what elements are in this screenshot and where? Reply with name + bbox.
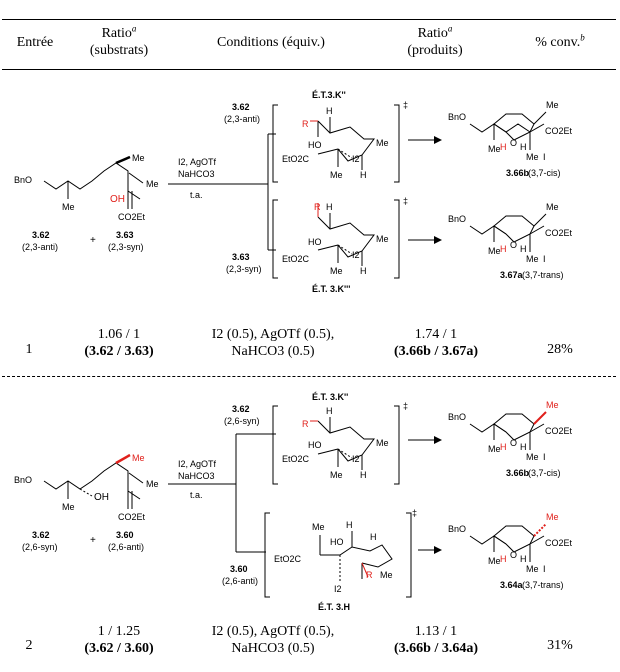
scheme-label: Me [376,438,389,448]
scheme-label: (2,6-syn) [22,542,58,552]
scheme-label: Me [488,444,501,454]
scheme-label: HO [330,537,344,547]
scheme-label: BnO [448,412,467,422]
scheme-label: Me [488,556,501,566]
scheme-label: 3.66b [506,468,530,478]
scheme-label: H [326,202,333,212]
scheme-label: I2 [352,154,360,164]
scheme-label: (2,6-anti) [108,542,145,552]
row1-ratio-substrates: 1.06 / 1 (3.62 / 3.63) [84,327,154,359]
header-conditions: Conditions (équiv.) [217,35,325,50]
scheme-label: H [500,142,507,152]
row2-ratio-substrates: 1 / 1.25 (3.62 / 3.60) [84,624,154,656]
scheme-label: H [346,520,353,530]
scheme-label: EtO2C [282,454,310,464]
scheme-label: Me [526,152,539,162]
scheme-label: NaHCO3 [178,471,215,481]
scheme-label: (2,3-syn) [108,242,144,252]
scheme-label: I [543,452,546,462]
scheme-label: H [360,170,367,180]
scheme-label: + [90,535,96,546]
scheme-label: 3.67a [500,270,523,280]
scheme-label: 3.62 [232,404,250,414]
scheme-label: Me [546,512,559,522]
header-conversion: % conv.$^b$ [535,32,585,50]
row2-ratio-products: 1.13 / 1 (3.66b / 3.64a) [394,624,478,656]
scheme-label: 3.63 [116,230,134,240]
scheme-label: Me [132,153,145,163]
scheme2-product-top-structure [470,414,544,450]
scheme-label: H [326,406,333,416]
row-separator [2,376,616,377]
row1-entry: 1 [25,342,33,357]
scheme-label: H [520,554,527,564]
scheme2-product-bottom-structure [470,526,544,562]
scheme-label: (2,3-syn) [226,264,262,274]
scheme-label: ‡ [412,508,418,518]
scheme-label: Me [312,522,325,532]
scheme-label: 3.63 [232,252,250,262]
scheme-label: I2 [352,454,360,464]
scheme-label: CO2Et [545,538,573,548]
scheme-label: I2, AgOTf [178,157,217,167]
scheme-label: t.a. [190,490,203,500]
scheme-label: ‡ [403,401,409,411]
scheme-label: Me [146,479,159,489]
scheme-label: I2 [334,584,342,594]
scheme-label: I [543,152,546,162]
row1-conversion: 28% [547,342,573,357]
scheme-label: I2 [352,250,360,260]
scheme-label: EtO2C [282,254,310,264]
scheme-label: CO2Et [545,426,573,436]
scheme-label: É.T. 3.K'' [312,392,349,402]
row2-conversion: 31% [547,638,573,653]
scheme-label: (3,7-trans) [522,270,564,280]
scheme-label: (2,3-anti) [22,242,59,252]
scheme-label: O [510,138,518,148]
scheme-label: BnO [448,524,467,534]
scheme-label: 3.62 [232,102,250,112]
scheme-label: É.T.3.K'' [312,90,346,100]
scheme-label: É.T. 3.H [318,602,351,612]
scheme-label: Me [526,452,539,462]
scheme-label: H [500,554,507,564]
scheme-label: ‡ [403,196,409,206]
scheme-label: ‡ [403,100,409,110]
scheme-label: 3.62 [32,230,50,240]
scheme-label: (3,7-cis) [528,168,561,178]
scheme-label: H [326,106,333,116]
scheme-label: R [302,419,309,429]
scheme-label: CO2Et [545,228,573,238]
scheme-label: (3,7-trans) [522,580,564,590]
scheme-label: 3.60 [116,530,134,540]
row1-ratio-products: 1.74 / 1 (3.66b / 3.67a) [394,327,478,359]
scheme-label: NaHCO3 [178,169,215,179]
scheme-label: HO [308,237,322,247]
scheme-label: O [510,438,518,448]
scheme-label: H [360,266,367,276]
scheme-label: Me [376,138,389,148]
scheme-label: I [543,254,546,264]
scheme-label: Me [62,502,75,512]
scheme-label: Me [330,470,343,480]
scheme-label: I2, AgOTf [178,459,217,469]
header-ratio-products: Ratio$^a$ (produits) [407,23,463,58]
scheme-label: O [510,550,518,560]
scheme-label: BnO [14,475,33,485]
header-entry: Entrée [16,35,54,50]
scheme-label: BnO [14,175,33,185]
scheme-label: H [500,244,507,254]
scheme-label: (2,6-anti) [222,576,259,586]
scheme-label: Me [526,564,539,574]
scheme-label: H [360,470,367,480]
scheme-label: OH [94,492,109,503]
scheme-label: Me [132,453,145,463]
scheme-label: H [500,442,507,452]
scheme-label: H [520,244,527,254]
scheme-label: H [520,142,527,152]
scheme1-product-bottom-structure [470,214,546,252]
scheme-label: CO2Et [118,212,146,222]
scheme-label: I [543,564,546,574]
scheme-label: EtO2C [274,554,302,564]
scheme-label: R [302,119,309,129]
scheme-label: (2,3-anti) [224,114,261,124]
scheme-label: Me [488,144,501,154]
scheme-label: OH [110,194,125,205]
scheme-label: Me [330,266,343,276]
scheme-label: CO2Et [118,512,146,522]
scheme-label: + [90,235,96,246]
scheme1-product-top-structure [470,112,546,150]
scheme-label: EtO2C [282,154,310,164]
scheme-label: (2,6-syn) [224,416,260,426]
scheme-label: BnO [448,214,467,224]
scheme1-ts-top-chair [318,117,374,170]
scheme-label: R [366,570,373,580]
scheme-label: Me [546,400,559,410]
scheme-label: HO [308,140,322,150]
row2-entry: 2 [25,638,33,653]
scheme2-ts-top-chair [318,417,374,470]
scheme-label: HO [308,440,322,450]
scheme-label: O [510,240,518,250]
scheme-label: Me [546,100,559,110]
row1-conditions: I2 (0.5), AgOTf (0.5), NaHCO3 (0.5) [211,327,335,359]
scheme-label: Me [526,254,539,264]
scheme-label: Me [62,202,75,212]
scheme-label: Me [330,170,343,180]
scheme-label: Me [488,246,501,256]
scheme-label: Me [546,202,559,212]
scheme-label: Me [376,234,389,244]
scheme-label: BnO [448,112,467,122]
scheme-label: 3.64a [500,580,523,590]
scheme-label: 3.62 [32,530,50,540]
scheme-label: CO2Et [545,126,573,136]
scheme-label: Me [146,179,159,189]
scheme-label: 3.60 [230,564,248,574]
scheme-label: (3,7-cis) [528,468,561,478]
scheme-label: 3.66b [506,168,530,178]
scheme-label: H [520,442,527,452]
scheme-label: É.T. 3.K''' [312,284,351,294]
scheme-label: R [314,202,321,212]
scheme1-ts-bottom-chair [318,213,374,266]
header-ratio-substrates: Ratio$^a$ (substrats) [89,23,149,58]
scheme1-substrate-structure [44,157,143,209]
scheme-label: t.a. [190,190,203,200]
scheme-label: H [370,532,377,542]
row2-conditions: I2 (0.5), AgOTf (0.5), NaHCO3 (0.5) [211,624,335,656]
scheme-label: Me [380,570,393,580]
